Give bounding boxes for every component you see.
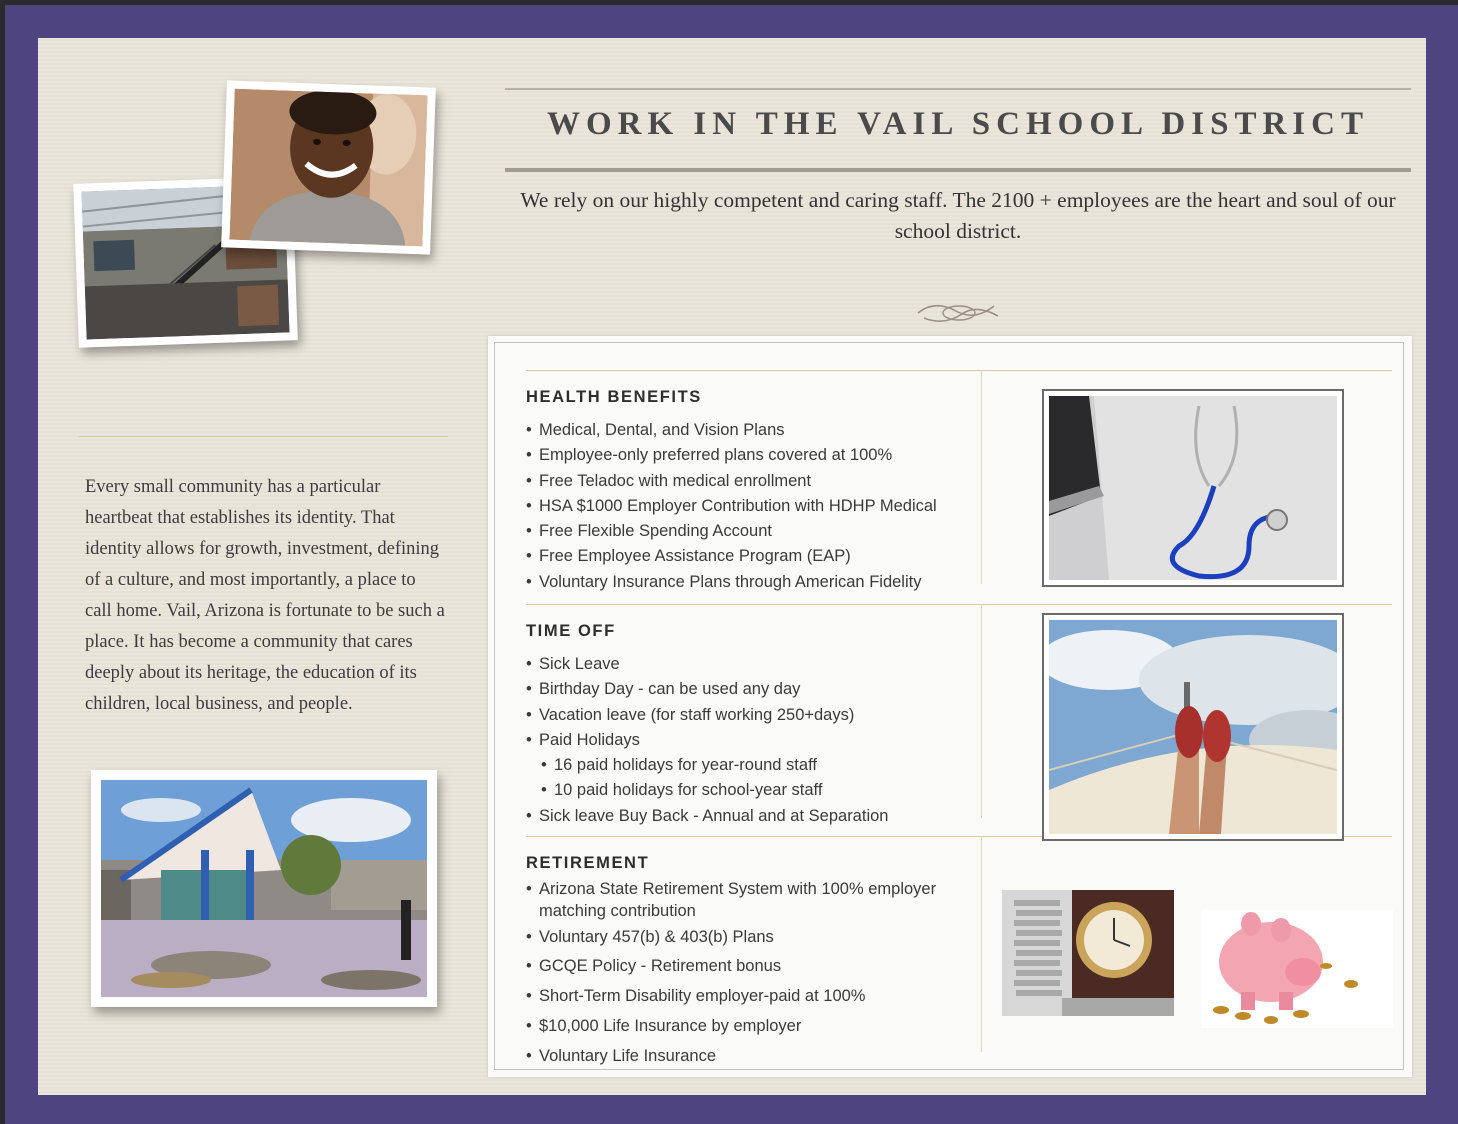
intro-paragraph: Every small community has a particular heartbeat that establishes its identity. That identity allows for growth, investment, defining of a culture, and most importantly, a place to call home. Vail, Arizona is fortunate to be such a place. It has become a community that cares deeply about its heritage, the education of its children, local business, and people. [85,477,445,714]
flourish-ornament-icon [914,296,1004,330]
subtitle: We rely on our highly competent and caring staff. The 2100 + employees are the heart and soul of our school district. [520,188,1396,243]
time-off-list [526,652,888,829]
health-benefits-list [526,418,937,595]
list-item: • Voluntary 457(b) & 403(b) Plans [526,926,956,948]
list-item: • Medical, Dental, and Vision Plans [526,418,937,443]
timeoff-column-divider [981,604,982,818]
left-divider [78,436,448,437]
time-off-photo [1042,613,1344,841]
list-item: • Voluntary Life Insurance [526,1045,956,1067]
list-item: • HSA $1000 Employer Contribution with HDHP Medical [526,494,937,519]
list-item: • 16 paid holidays for year-round staff [541,753,888,778]
page-title: WORK IN THE VAIL SCHOOL DISTRICT [547,106,1369,142]
time-off-heading: TIME OFF [526,622,616,640]
list-item: • Sick leave Buy Back - Annual and at Separation [526,804,888,829]
list-item: • GCQE Policy - Retirement bonus [526,955,956,977]
retirement-list [526,878,956,1067]
list-item: • Voluntary Insurance Plans through American Fidelity [526,570,937,595]
list-item: • Vacation leave (for staff working 250+days) [526,703,888,728]
list-item: • Sick Leave [526,652,888,677]
student-photo [221,80,436,254]
school-exterior-photo [91,770,437,1007]
title-rule-bottom [505,168,1411,172]
health-benefits-heading: HEALTH BENEFITS [526,388,702,406]
health-column-divider [981,370,982,584]
list-item: • 10 paid holidays for school-year staff [541,778,888,803]
list-item: • Free Teladoc with medical enrollment [526,469,937,494]
hammock-image [1049,620,1337,834]
health-top-rule [526,370,1392,371]
list-item: • Employee-only preferred plans covered at 100% [526,443,937,468]
list-item: • Free Flexible Spending Account [526,519,937,544]
smiling-student-image [229,89,427,247]
list-item: • Paid Holidays [526,728,888,753]
retirement-heading: RETIREMENT [526,854,650,872]
school-exterior-image [101,780,427,997]
list-item: • Short-Term Disability employer-paid at 100% [526,985,956,1007]
list-item: • Free Employee Assistance Program (EAP) [526,544,937,569]
list-item: • Birthday Day - can be used any day [526,677,888,702]
title-rule-top [505,88,1411,90]
list-item: • $10,000 Life Insurance by employer [526,1015,956,1037]
health-bottom-rule [526,604,1392,605]
retirement-column-divider [981,836,982,1052]
piggy-bank-image [1201,910,1393,1028]
coins-clock-image [1002,890,1174,1016]
flyer-page [38,38,1426,1095]
laptop-stethoscope-image [1049,396,1337,580]
list-item: • Arizona State Retirement System with 100% employer matching contribution [526,878,956,922]
health-photo [1042,389,1344,587]
